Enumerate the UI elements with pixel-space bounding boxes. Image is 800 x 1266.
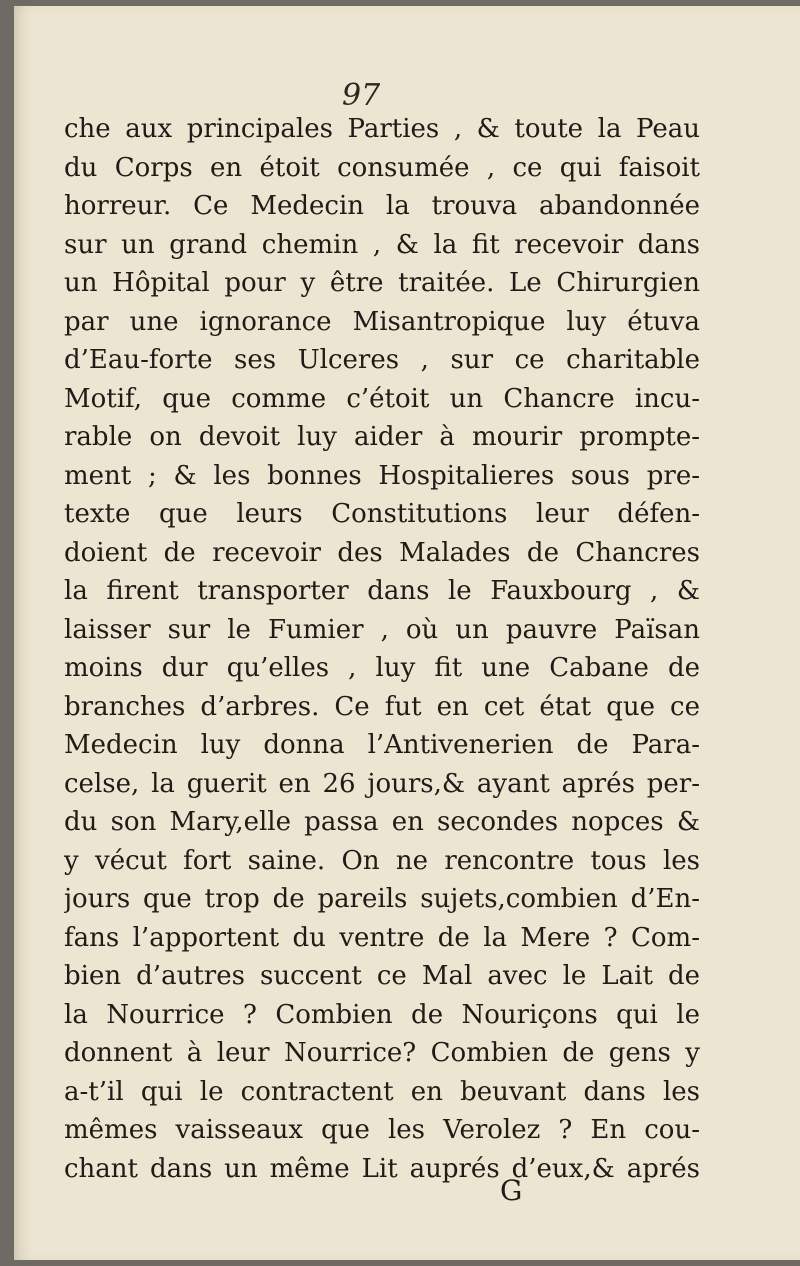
text-line: par une ignorance Misantropique luy étuva [64,306,700,337]
text-line: texte que leurs Constitutions leur défen- [64,499,700,529]
text-line: la Nourrice ? Combien de Nouriçons qui le [64,999,700,1030]
text-line: laisser sur le Fumier , où un pauvre Païsan [64,614,700,645]
text-line: fans l’apportent du ventre de la Mere ? Com- [64,922,700,953]
signature-mark: G [500,1174,523,1207]
text-line: ment ; & les bonnes Hospitalieres sous pre- [64,460,700,491]
text-line: du Corps en étoit consumée , ce qui faisoit [64,152,700,183]
body-text [64,110,700,1188]
text-line: Medecin luy donna l’Antivenerien de Para- [64,730,700,760]
text-line: mêmes vaisseaux que les Verolez ? En cou- [64,1115,700,1145]
text-line: celse, la guerit en 26 jours,& ayant aprés per- [64,768,700,799]
text-line: sur un grand chemin , & la fit recevoir dans [64,229,700,260]
text-line: jours que trop de pareils sujets,combien d’En- [64,884,700,914]
text-line: d’Eau-forte ses Ulceres , sur ce charitable [64,345,700,375]
text-line: moins dur qu’elles , luy fit une Cabane de [64,653,700,683]
text-line: che aux principales Parties , & toute la Peau [64,114,700,144]
text-line: rable on devoit luy aider à mourir prompte- [64,422,700,452]
text-line: horreur. Ce Medecin la trouva abandonnée [64,191,700,221]
text-line: doient de recevoir des Malades de Chancres [64,537,700,568]
text-line: branches d’arbres. Ce fut en cet état que ce [64,691,700,722]
text-line: chant dans un même Lit auprés d’eux,& aprés [64,1153,700,1184]
page-number: 97 [342,78,381,113]
book-page [14,6,800,1260]
text-line: a-t’il qui le contractent en beuvant dans les [64,1076,700,1107]
text-line: du son Mary,elle passa en secondes nopces & [64,807,700,837]
text-line: un Hôpital pour y être traitée. Le Chirurgien [64,268,700,298]
text-line: y vécut fort saine. On ne rencontre tous les [64,845,700,876]
text-line: la firent transporter dans le Fauxbourg , & [64,576,700,606]
text-line: Motif, que comme c’étoit un Chancre incu- [64,383,700,414]
text-line: donnent à leur Nourrice? Combien de gens y [64,1038,700,1068]
text-line: bien d’autres succent ce Mal avec le Lait de [64,961,700,991]
